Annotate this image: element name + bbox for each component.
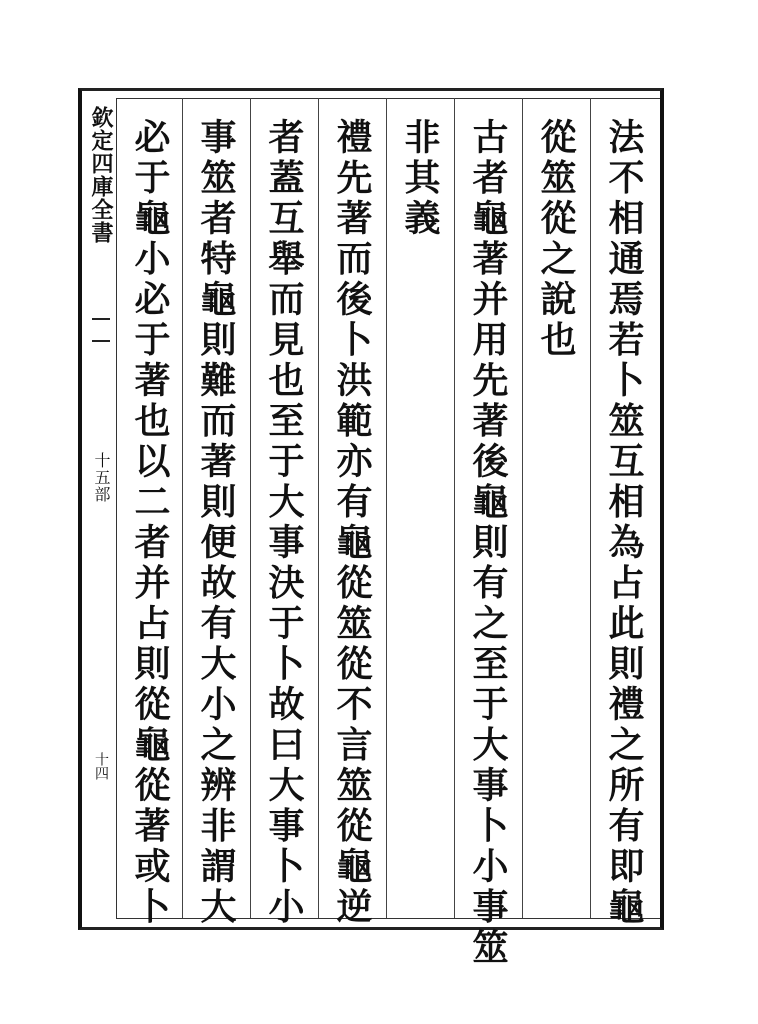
text-column-4 <box>390 118 450 918</box>
text-column-8 <box>120 118 180 928</box>
column-text: 古者龜著并用先著後龜則有之至于大事卜小事筮 <box>467 118 509 969</box>
margin-page-number: 十四 <box>93 752 109 780</box>
text-column-6 <box>254 118 314 928</box>
column-text: 從筮從之說也 <box>535 118 577 361</box>
column-text: 法不相通焉若卜筮互相為占此則禮之所有即龜 <box>603 118 645 928</box>
text-column-7 <box>186 118 246 928</box>
column-rule <box>590 98 591 918</box>
margin-book-title: 欽定四庫全書 <box>88 106 114 244</box>
column-rule <box>250 98 251 918</box>
text-column-1 <box>594 118 654 928</box>
fish-tail-mark-icon <box>92 318 110 342</box>
column-rule <box>386 98 387 918</box>
text-column-2 <box>526 118 586 918</box>
column-text: 事筮者特龜則難而著則便故有大小之辨非謂大 <box>195 118 237 928</box>
top-inner-rule <box>116 98 660 99</box>
column-rule <box>318 98 319 918</box>
text-column-5 <box>322 118 382 928</box>
column-text: 非其義 <box>399 118 441 240</box>
column-text: 者蓋互舉而見也至于大事決于卜故曰大事卜小 <box>263 118 305 928</box>
column-rule <box>454 98 455 918</box>
margin-section-label: 十五部 <box>92 452 111 503</box>
column-text: 禮先著而後卜洪範亦有龜從筮從不言筮從龜逆 <box>331 118 373 928</box>
column-rule <box>182 98 183 918</box>
margin-divider <box>116 98 117 918</box>
column-rule <box>522 98 523 918</box>
column-text: 必于龜小必于著也以二者并占則從龜從著或卜 <box>129 118 171 928</box>
text-column-3 <box>458 118 518 969</box>
